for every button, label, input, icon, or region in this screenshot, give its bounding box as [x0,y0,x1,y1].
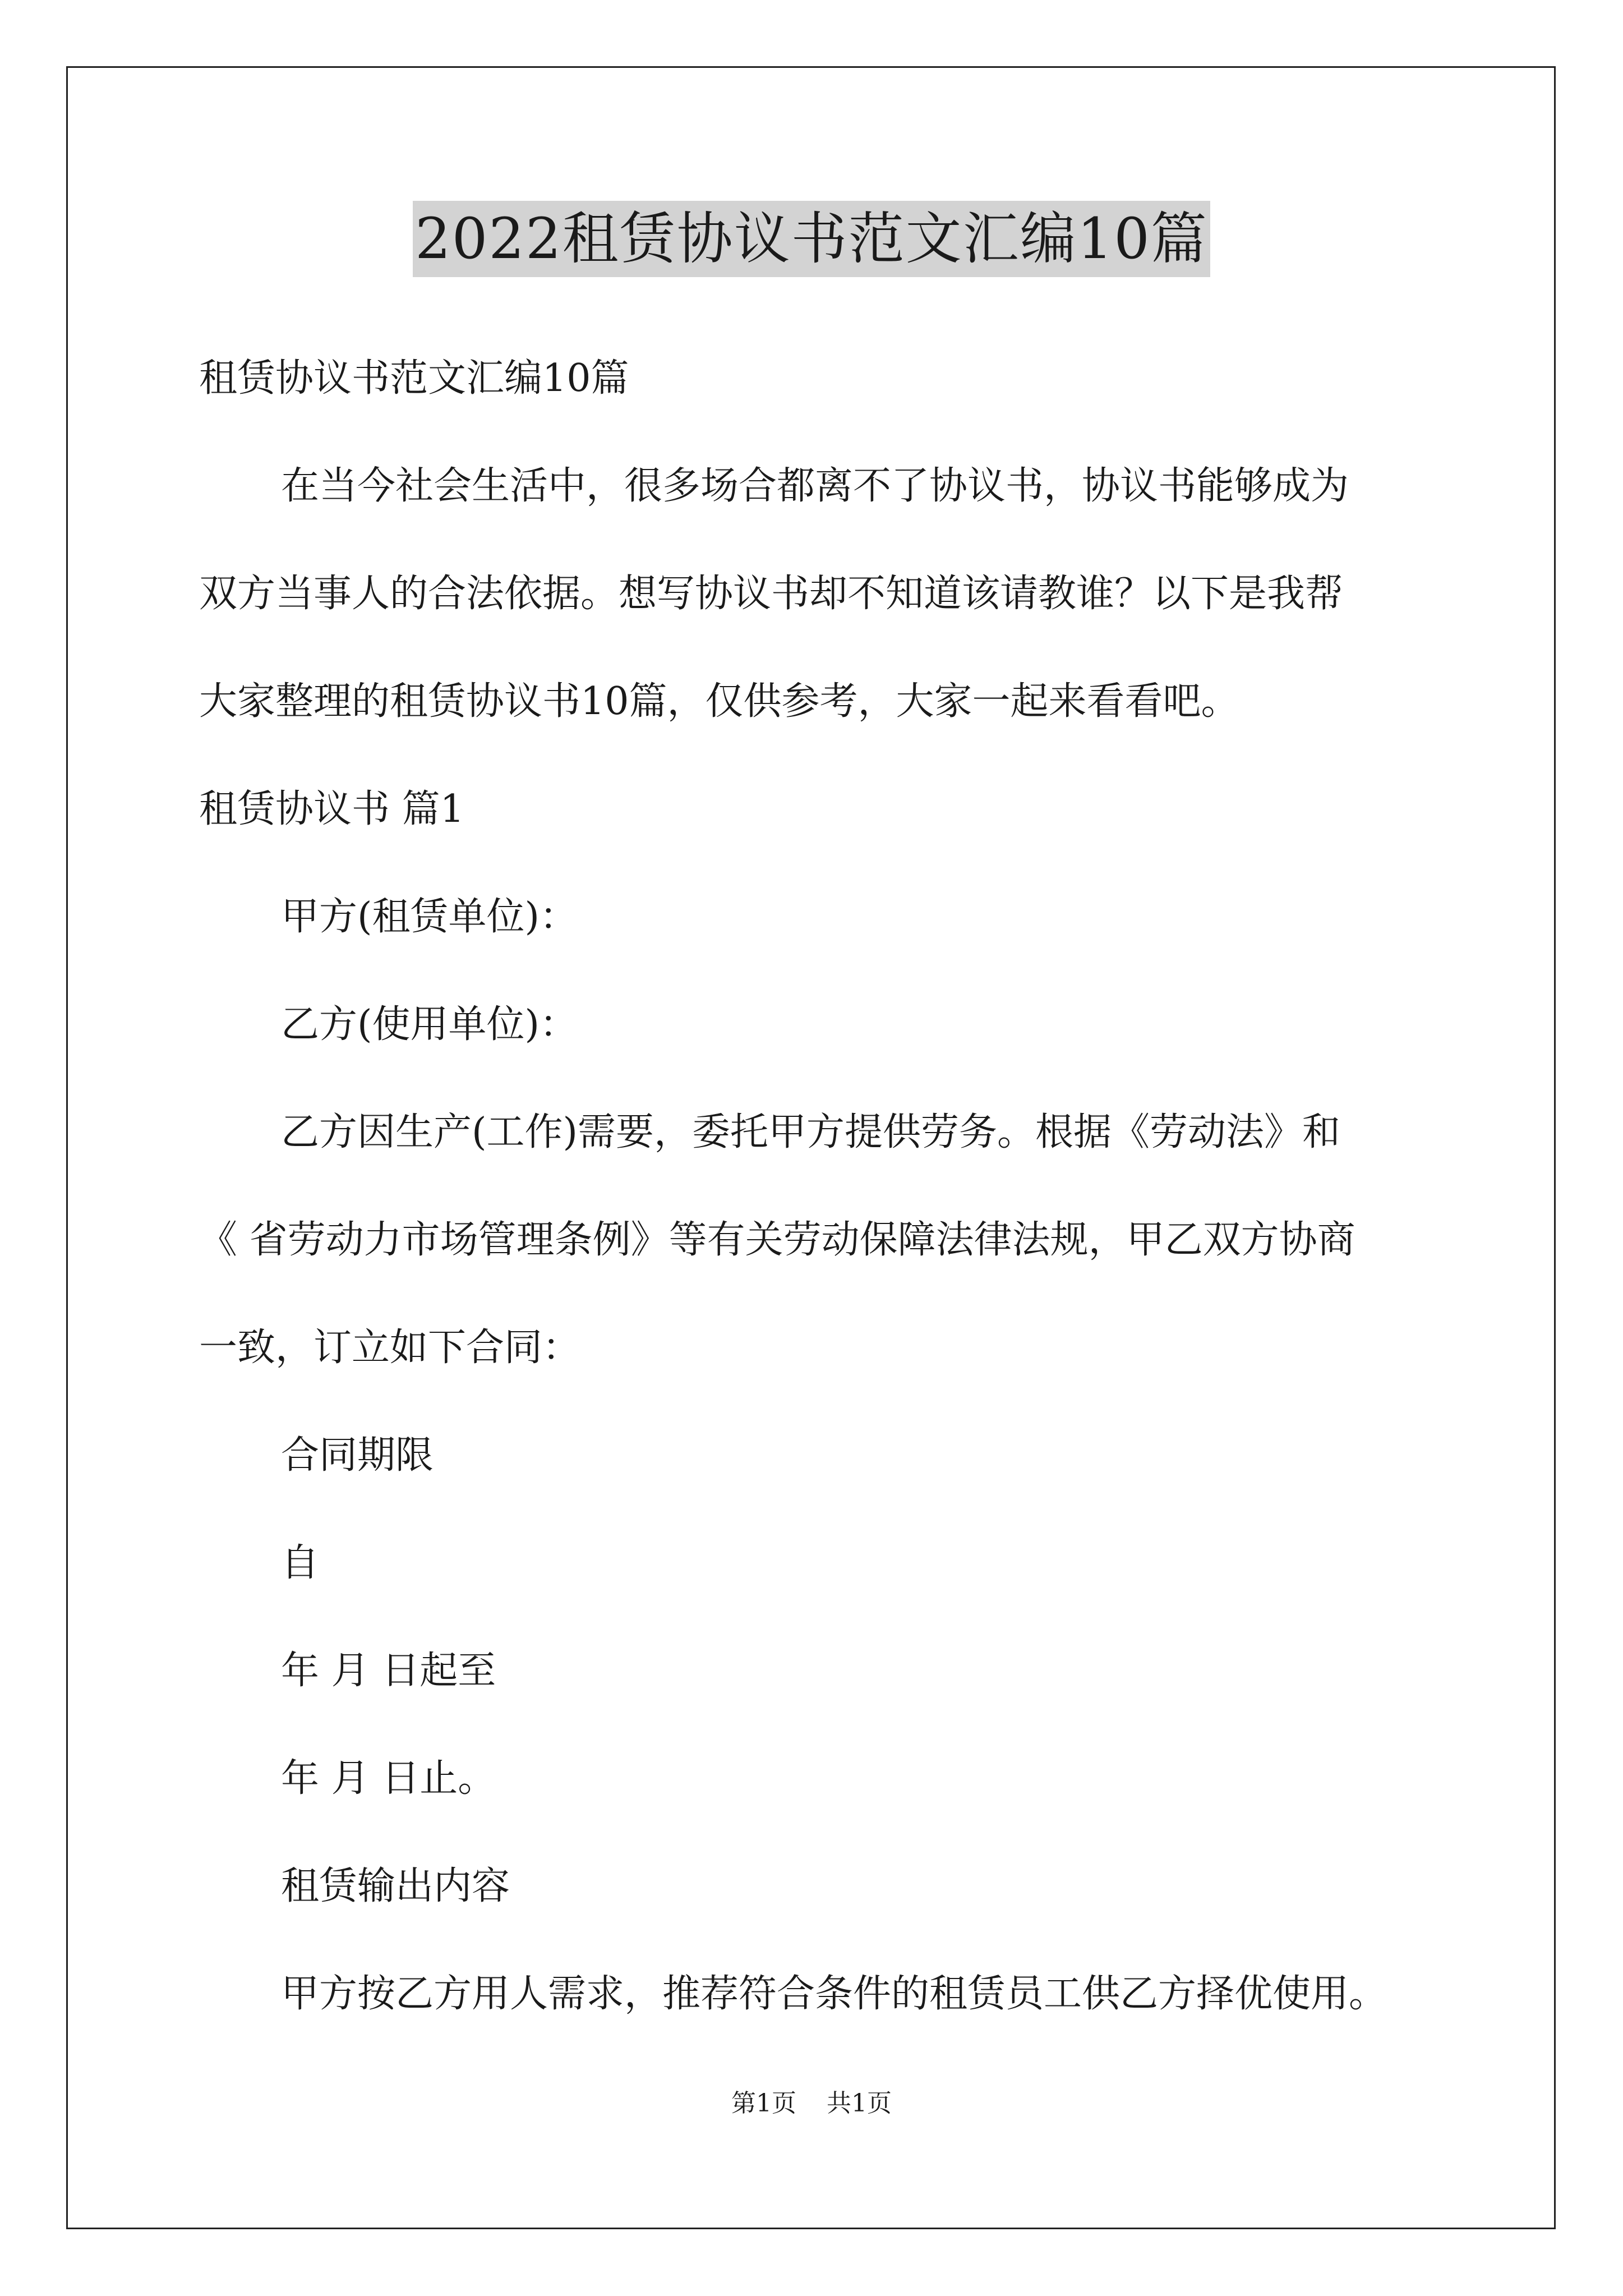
paragraph-line: 甲方(租赁单位)： [281,895,578,939]
paragraph-line: 大家整理的租赁协议书10篇，仅供参考，大家一起来看看吧。 [199,679,1239,724]
paragraph-line: 甲方按乙方用人需求，推荐符合条件的租赁员工供乙方择优使用。 [281,1972,1387,2016]
page-footer [0,2087,1623,2120]
paragraph-line: 《 省劳动力市场管理条例》等有关劳动保障法律法规，甲乙双方协商 [199,1218,1355,1262]
paragraph-line: 租赁协议书范文汇编10篇 [199,356,629,401]
paragraph-line: 年 月 日止。 [281,1756,496,1801]
document-title: 2022租赁协议书范文汇编10篇 [413,201,1210,277]
paragraph-line: 自 [281,1541,320,1585]
paragraph-line: 租赁输出内容 [281,1864,510,1908]
title-container [0,201,1623,277]
paragraph-line: 合同期限 [281,1433,434,1478]
paragraph-line: 乙方(使用单位)： [281,1002,578,1047]
page-number: 第1页 [731,2089,796,2118]
paragraph-line: 年 月 日起至 [281,1649,496,1693]
paragraph-line: 双方当事人的合法依据。想写协议书却不知道该请教谁？以下是我帮 [199,572,1344,616]
page-total: 共1页 [827,2089,892,2118]
paragraph-line: 一致，订立如下合同： [199,1326,581,1370]
paragraph-line: 在当今社会生活中，很多场合都离不了协议书，协议书能够成为 [281,464,1349,508]
paragraph-line: 租赁协议书 篇1 [199,787,464,831]
document-body [199,342,1433,2065]
paragraph-line: 乙方因生产(工作)需要，委托甲方提供劳务。根据《劳动法》和 [281,1110,1341,1154]
